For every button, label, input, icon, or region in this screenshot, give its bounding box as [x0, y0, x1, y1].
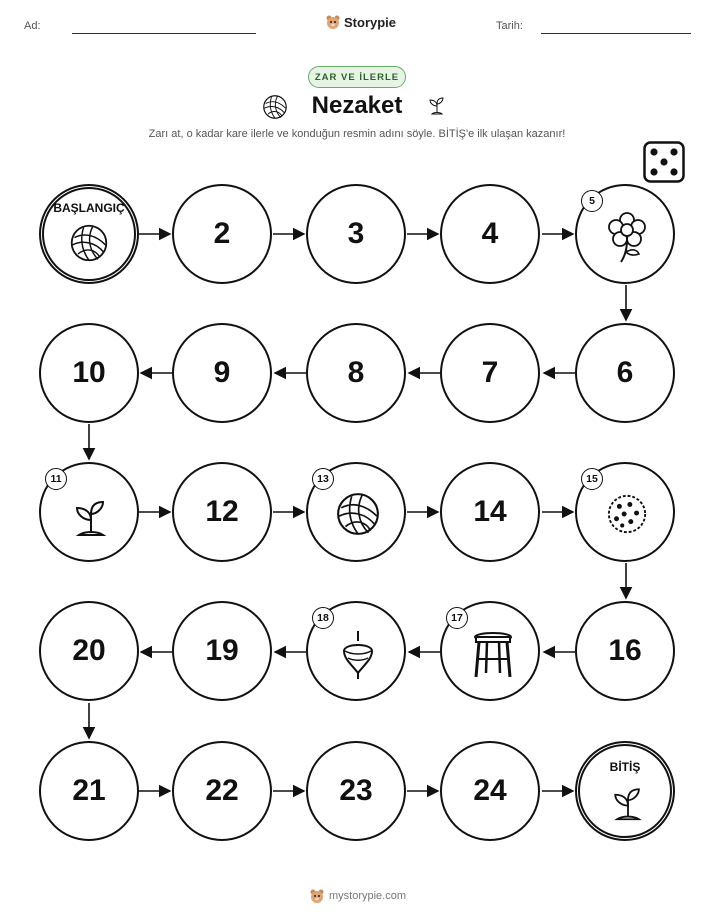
footer-url[interactable]: mystorypie.com: [329, 890, 407, 902]
space-number: 23: [339, 774, 373, 807]
sprout-icon: [69, 494, 113, 538]
page-title: Nezaket: [311, 92, 403, 119]
space-number: 21: [72, 774, 106, 807]
date-label: Tarih:: [496, 20, 523, 32]
start-label: BAŞLANGIÇ: [53, 201, 125, 215]
stool-icon: [472, 631, 514, 679]
board-space-23: [306, 741, 406, 841]
space-number-badge: 18: [312, 607, 334, 629]
space-number-badge: 17: [446, 607, 468, 629]
board-space-11: [39, 462, 139, 562]
yarn-ball-icon: [335, 491, 381, 537]
board-space-3: [306, 184, 406, 284]
board-space-14: [440, 462, 540, 562]
flower-icon: [607, 212, 647, 264]
game-type-badge: ZAR VE İLERLE: [308, 66, 406, 88]
board-space-10: [39, 323, 139, 423]
board-space-20: [39, 601, 139, 701]
space-number-badge: 5: [581, 190, 603, 212]
yarn-ball-icon: [69, 223, 109, 263]
space-number: 19: [205, 634, 239, 667]
board-space-6: [575, 323, 675, 423]
finish-space: [575, 741, 675, 841]
board-space-17: [440, 601, 540, 701]
footer: [309, 888, 406, 904]
space-number: 16: [608, 634, 642, 667]
space-number: 24: [473, 774, 507, 807]
space-number: 8: [347, 356, 365, 389]
board-space-22: [172, 741, 272, 841]
spinning-top-icon: [340, 629, 376, 681]
space-number: 9: [213, 356, 231, 389]
board-space-16: [575, 601, 675, 701]
space-number: 7: [481, 356, 499, 389]
space-number: 3: [347, 217, 365, 250]
board-space-19: [172, 601, 272, 701]
space-number: 10: [72, 356, 106, 389]
space-number: 6: [616, 356, 634, 389]
space-number: 12: [205, 495, 239, 528]
board-space-8: [306, 323, 406, 423]
board-space-13: [306, 462, 406, 562]
board-space-21: [39, 741, 139, 841]
board-space-9: [172, 323, 272, 423]
mascot-icon: [309, 888, 325, 904]
space-number: 22: [205, 774, 239, 807]
space-number: 2: [213, 217, 231, 250]
board-space-7: [440, 323, 540, 423]
finish-label: BİTİŞ: [609, 760, 641, 774]
brand-name: Storypie: [344, 14, 397, 30]
board-space-5: [575, 184, 675, 284]
board-space-18: [306, 601, 406, 701]
board-space-15: [575, 462, 675, 562]
board-space-4: [440, 184, 540, 284]
space-number: 4: [481, 217, 499, 250]
start-space: [39, 184, 139, 284]
space-number: 14: [473, 495, 507, 528]
space-number-badge: 11: [45, 468, 67, 490]
cookie-icon: [606, 493, 648, 535]
space-number-badge: 15: [581, 468, 603, 490]
name-label: Ad:: [24, 20, 41, 32]
space-number: 20: [72, 634, 106, 667]
sprout-icon: [608, 782, 648, 822]
space-number-badge: 13: [312, 468, 334, 490]
instructions: Zarı at, o kadar kare ilerle ve konduğun resmin adını söyle. BİTİŞ'e ilk ulaşan kazanır!: [148, 128, 566, 140]
board-space-24: [440, 741, 540, 841]
board-space-2: [172, 184, 272, 284]
board-space-12: [172, 462, 272, 562]
